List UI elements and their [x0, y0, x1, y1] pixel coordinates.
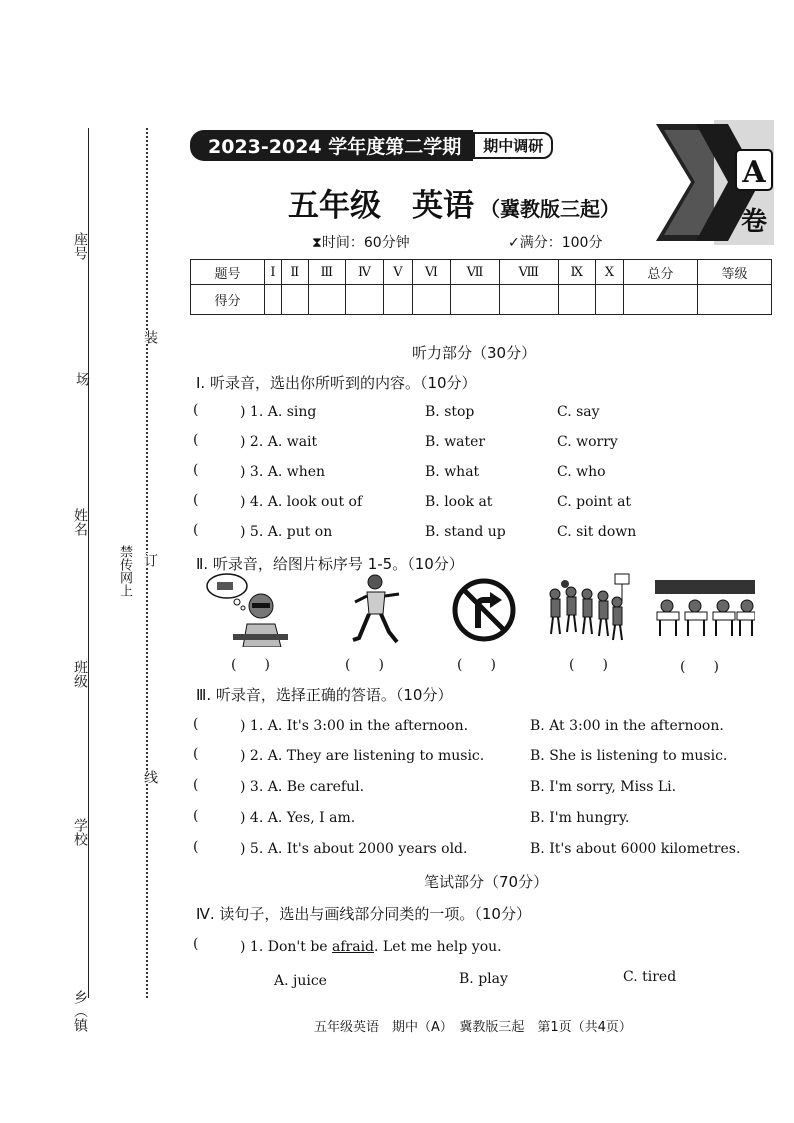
textbook-edition: （冀教版三起） — [480, 197, 620, 221]
score-table-score-row — [191, 285, 772, 315]
score-cell[interactable] — [384, 285, 412, 315]
listening-section-title: 听力部分（30分） — [412, 344, 537, 362]
q1-item-a: ) 5. A. put on — [240, 524, 333, 540]
answer-paren[interactable]: ( — [193, 808, 199, 824]
q3-option-b: B. I'm sorry, Miss Li. — [530, 779, 677, 795]
q1-item-a: ) 4. A. look out of — [240, 494, 363, 510]
exam-type: 期中调研 — [473, 132, 553, 159]
cell-q10: Ⅹ — [595, 260, 623, 285]
picture-boy-running — [345, 572, 405, 647]
score-table — [190, 259, 772, 315]
binding-xian: 线 — [142, 770, 158, 784]
cell-q8: Ⅷ — [499, 260, 558, 285]
q1-item-c: C. who — [557, 464, 606, 480]
seat-label: 座号 — [72, 232, 88, 260]
picture-no-right-turn-sign — [452, 578, 516, 642]
q4-option-b: B. play — [459, 971, 508, 987]
answer-paren[interactable]: ( — [193, 746, 199, 762]
score-cell[interactable] — [697, 285, 771, 315]
answer-paren[interactable]: ( — [193, 462, 199, 478]
cell-score-label: 得分 — [191, 285, 265, 315]
q1-item-a: ) 1. A. sing — [240, 404, 317, 420]
picture-answer-blank[interactable]: ( ) — [569, 657, 608, 673]
q3-option-b: B. It's about 6000 kilometres. — [530, 841, 741, 857]
picture-man-thinking-food — [203, 572, 293, 647]
writing-section-title: 笔试部分（70分） — [424, 873, 549, 891]
q1-item-c: C. point at — [557, 494, 632, 510]
answer-paren[interactable]: ( — [193, 402, 199, 418]
cell-q6: Ⅵ — [412, 260, 451, 285]
page-title — [288, 180, 620, 225]
q1-item-c: C. sit down — [557, 524, 637, 540]
score-cell[interactable] — [308, 285, 345, 315]
score-cell[interactable] — [623, 285, 697, 315]
binding-ding: 订 — [142, 553, 158, 567]
score-cell[interactable] — [499, 285, 558, 315]
cell-q7: Ⅶ — [451, 260, 500, 285]
q4-item-1: ) 1. Don't be afraid. Let me help you. — [240, 939, 502, 955]
answer-paren[interactable]: ( — [193, 839, 199, 855]
score-cell[interactable] — [412, 285, 451, 315]
q2-heading: Ⅱ. 听录音，给图片标序号 1-5。（10分） — [196, 555, 464, 573]
q1-item-c: C. worry — [557, 434, 618, 450]
picture-answer-blank[interactable]: ( ) — [345, 657, 384, 673]
score-cell[interactable] — [264, 285, 281, 315]
cell-q9: Ⅸ — [558, 260, 595, 285]
q3-option-a: ) 4. A. Yes, I am. — [240, 810, 356, 826]
q1-item-a: ) 2. A. wait — [240, 434, 318, 450]
page-footer: 五年级英语 期中（A） 冀教版三起 第1页（共4页） — [314, 1020, 632, 1035]
underlined-word: afraid — [332, 939, 375, 955]
class-label: 班级 — [72, 660, 88, 688]
answer-paren[interactable]: ( — [193, 492, 199, 508]
exam-room-label: 场 — [74, 372, 90, 386]
q3-heading: Ⅲ. 听录音，选择正确的答语。（10分） — [196, 686, 453, 704]
cell-q4: Ⅳ — [345, 260, 383, 285]
cell-grade: 等级 — [697, 260, 771, 285]
picture-kids-playing-basketball — [545, 572, 635, 642]
township-label: 乡（镇 — [72, 990, 88, 1032]
picture-answer-blank[interactable]: ( ) — [680, 659, 719, 675]
score-cell[interactable] — [345, 285, 383, 315]
grade-subject: 五年级 英语 — [288, 188, 474, 224]
answer-paren[interactable]: ( — [193, 936, 199, 952]
answer-paren[interactable]: ( — [193, 522, 199, 538]
school-label: 学校 — [72, 818, 88, 846]
answer-paren[interactable]: ( — [193, 716, 199, 732]
hourglass-icon: ⧗ — [312, 235, 322, 251]
picture-answer-blank[interactable]: ( ) — [457, 657, 496, 673]
cell-q2: Ⅱ — [281, 260, 308, 285]
q4-option-a: A. juice — [274, 973, 327, 989]
term-text: 2023-2024 学年度第二学期 — [190, 130, 473, 161]
check-circle-icon: ✓ — [508, 235, 520, 251]
q1-item-a: ) 3. A. when — [240, 464, 326, 480]
q1-heading: Ⅰ. 听录音，选出你所听到的内容。（10分） — [196, 374, 477, 392]
cell-label: 题号 — [191, 260, 265, 285]
cell-q3: Ⅲ — [308, 260, 345, 285]
badge-juan: 卷 — [740, 207, 768, 237]
q3-option-b: B. She is listening to music. — [530, 748, 728, 764]
answer-paren[interactable]: ( — [193, 432, 199, 448]
q3-option-b: B. I'm hungry. — [530, 810, 630, 826]
score-table-header-row — [191, 260, 772, 285]
q1-item-b: B. stop — [425, 404, 475, 420]
score-cell[interactable] — [451, 285, 500, 315]
q3-option-a: ) 1. A. It's 3:00 in the afternoon. — [240, 718, 469, 734]
full-score: ✓满分：100分 — [508, 235, 603, 251]
cell-q1: Ⅰ — [264, 260, 281, 285]
cell-total: 总分 — [623, 260, 697, 285]
q1-item-b: B. look at — [425, 494, 493, 510]
q3-option-a: ) 3. A. Be careful. — [240, 779, 365, 795]
binding-zhuang: 装 — [142, 330, 158, 344]
cell-q5: Ⅴ — [384, 260, 412, 285]
term-banner — [190, 130, 553, 160]
score-cell[interactable] — [558, 285, 595, 315]
q1-item-b: B. what — [425, 464, 480, 480]
q1-item-b: B. water — [425, 434, 486, 450]
q3-option-b: B. At 3:00 in the afternoon. — [530, 718, 724, 734]
paper-a-badge — [656, 120, 774, 245]
q4-option-c: C. tired — [623, 969, 677, 985]
score-cell[interactable] — [595, 285, 623, 315]
q4-heading: Ⅳ. 读句子，选出与画线部分同类的一项。（10分） — [196, 905, 531, 923]
badge-a: A — [742, 155, 766, 190]
score-cell[interactable] — [281, 285, 308, 315]
q3-option-a: ) 5. A. It's about 2000 years old. — [240, 841, 468, 857]
exam-time: ⧗时间：60分钟 — [312, 235, 410, 251]
no-upload-notice: 禁传网上 — [117, 545, 132, 597]
answer-paren[interactable]: ( — [193, 777, 199, 793]
q1-item-c: C. say — [557, 404, 600, 420]
picture-answer-blank[interactable]: ( ) — [231, 657, 270, 673]
name-label: 姓名 — [72, 508, 88, 536]
q1-item-b: B. stand up — [425, 524, 506, 540]
picture-students-in-classroom — [655, 578, 755, 638]
q3-option-a: ) 2. A. They are listening to music. — [240, 748, 485, 764]
